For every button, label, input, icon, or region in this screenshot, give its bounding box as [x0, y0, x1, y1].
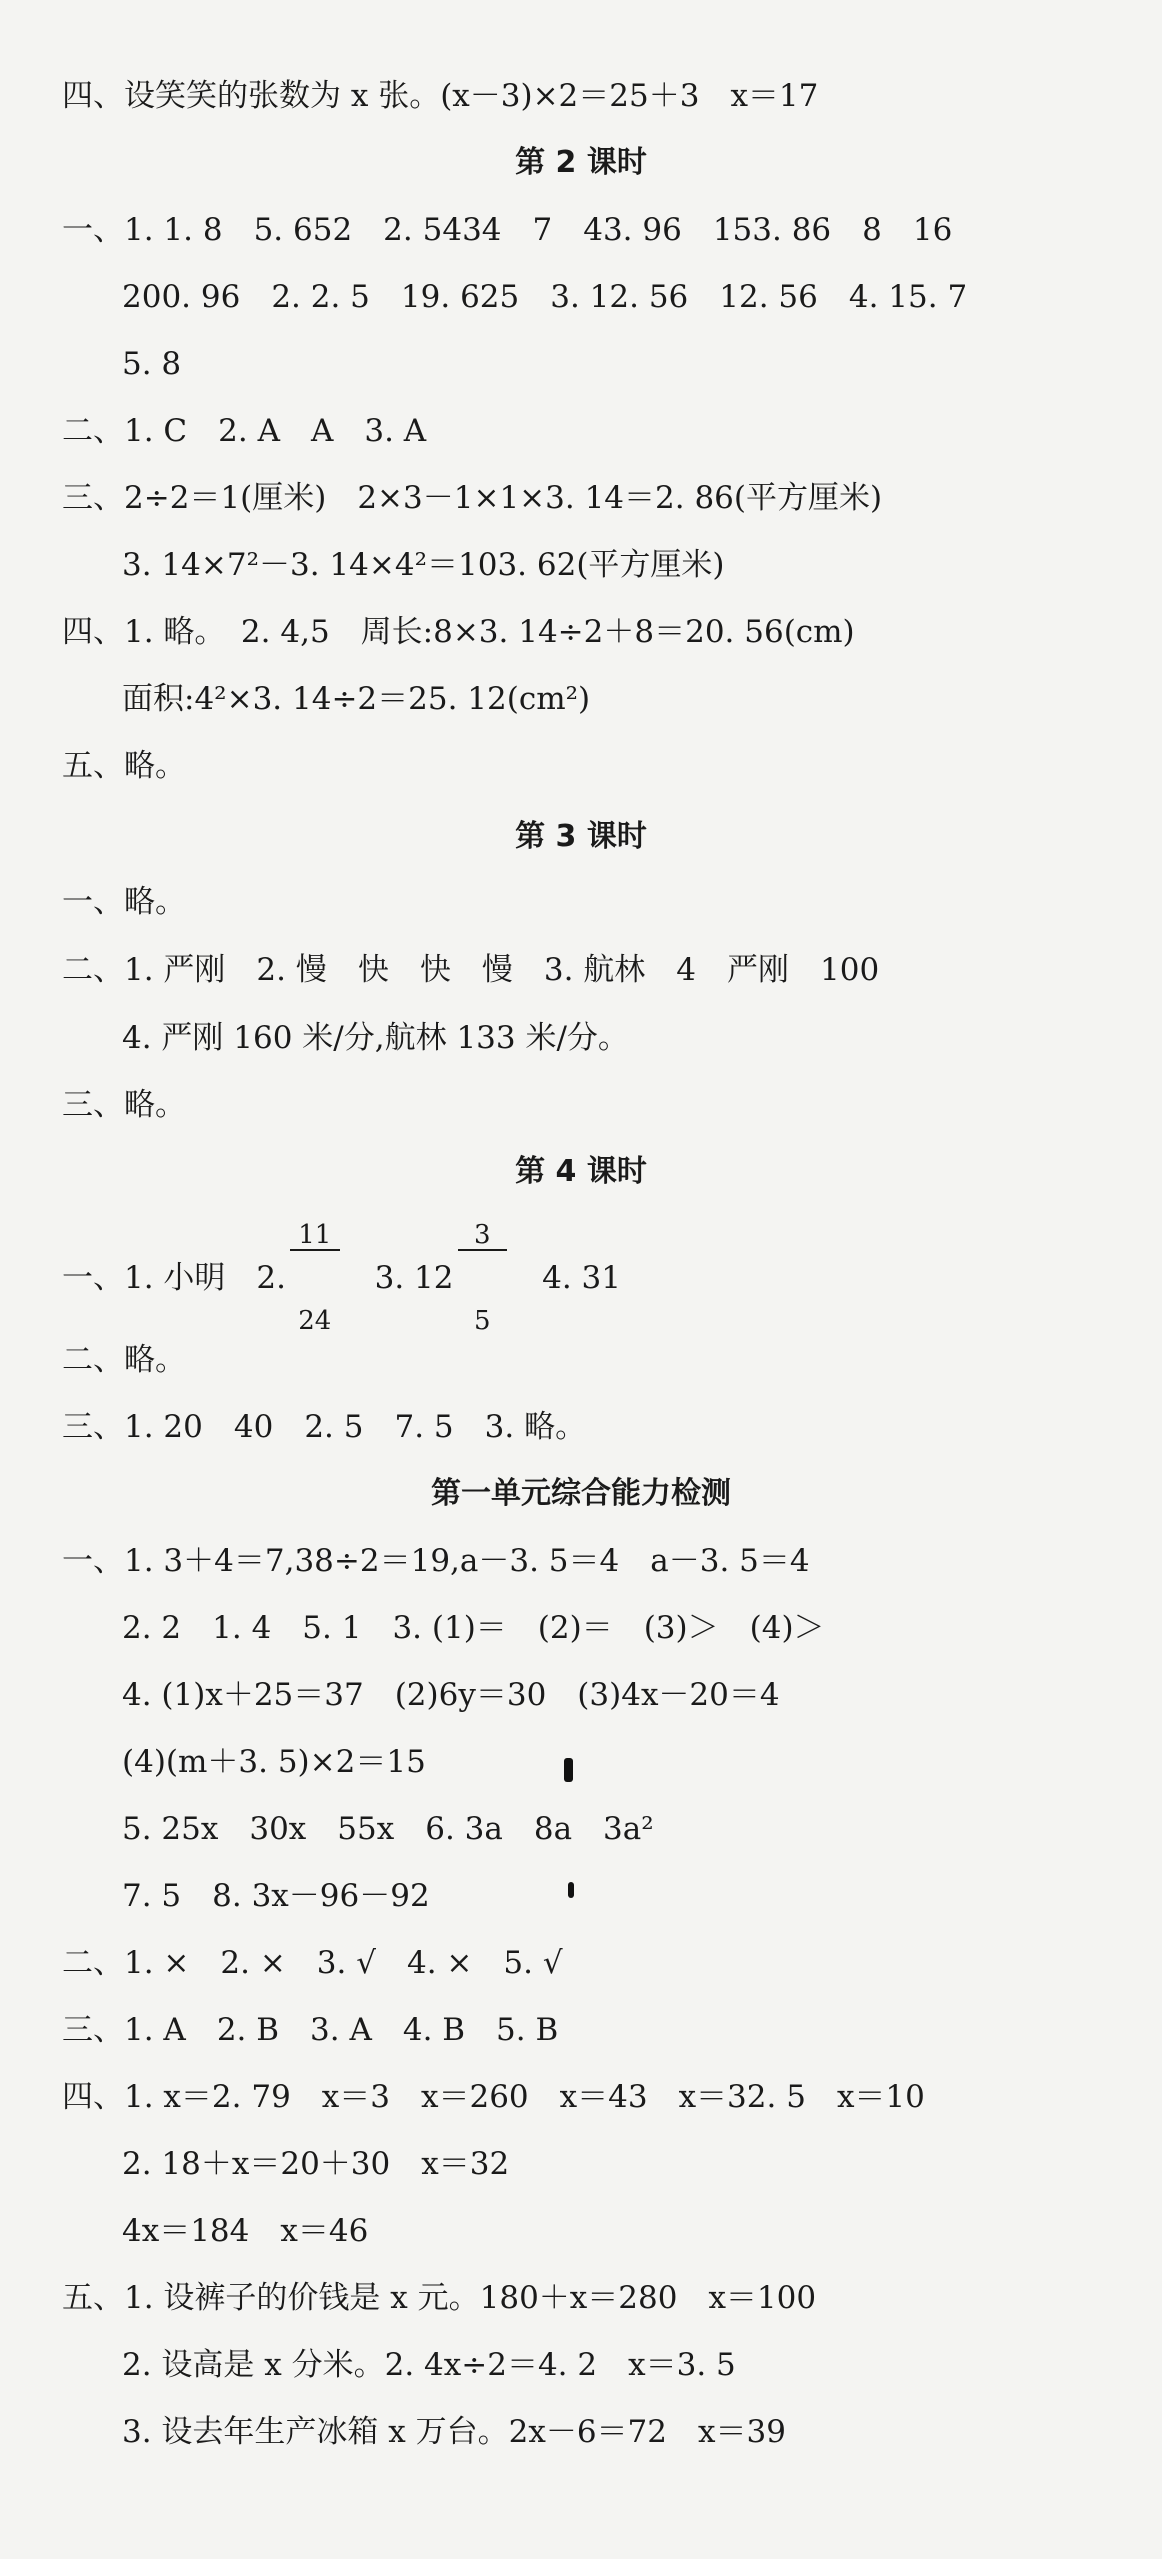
text-line: 2. 2 1. 4 5. 1 3. (1)＝ (2)＝ (3)＞ (4)＞	[122, 1610, 825, 1646]
text-line: 五、略。	[62, 748, 186, 784]
text-line: 4. 严刚 160 米/分,航林 133 米/分。	[122, 1020, 629, 1056]
text-line: 四、1. x＝2. 79 x＝3 x＝260 x＝43 x＝32. 5 x＝10	[62, 2079, 925, 2115]
text-line: 面积:4²×3. 14÷2＝25. 12(cm²)	[122, 681, 591, 717]
fraction	[458, 1165, 508, 1391]
text-line: 7. 5 8. 3x－96－92	[122, 1878, 430, 1914]
fraction-numerator: 11	[290, 1221, 340, 1251]
text-line: 三、略。	[62, 1087, 186, 1123]
text-line: 二、1. 严刚 2. 慢 快 快 慢 3. 航林 4 严刚 100	[62, 952, 880, 988]
text-line: 一、1. 1. 8 5. 652 2. 5434 7 43. 96 153. 86 8 16	[62, 212, 953, 248]
text-line: 4x＝184 x＝46	[122, 2213, 369, 2249]
text-line: 二、1. × 2. × 3. √ 4. × 5. √	[62, 1945, 563, 1981]
text-line-with-fractions	[62, 1220, 621, 1336]
text-line: 5. 8	[122, 346, 182, 382]
text-line: 三、1. A 2. B 3. A 4. B 5. B	[62, 2012, 559, 2048]
text-line: 二、略。	[62, 1342, 186, 1378]
text-line: (4)(m＋3. 5)×2＝15	[122, 1744, 426, 1780]
text-line: 3. 设去年生产冰箱 x 万台。2x－6＝72 x＝39	[122, 2414, 786, 2450]
text-line: 三、1. 20 40 2. 5 7. 5 3. 略。	[62, 1409, 587, 1445]
fraction	[290, 1165, 340, 1391]
text-line: 4. (1)x＋25＝37 (2)6y＝30 (3)4x－20＝4	[122, 1677, 780, 1713]
fraction-denominator: 5	[474, 1306, 491, 1336]
text-line: 3. 14×7²－3. 14×4²＝103. 62(平方厘米)	[122, 547, 725, 583]
text-line: 四、设笑笑的张数为 x 张。(x－3)×2＝25＋3 x＝17	[62, 78, 819, 114]
text-segment: 一、1. 小明 2.	[62, 1260, 287, 1296]
text-line: 二、1. C 2. A A 3. A	[62, 413, 427, 449]
text-line: 2. 设高是 x 分米。2. 4x÷2＝4. 2 x＝3. 5	[122, 2347, 736, 2383]
text-line: 2. 18＋x＝20＋30 x＝32	[122, 2146, 510, 2182]
fraction-numerator: 3	[458, 1221, 508, 1251]
ink-mark	[568, 1882, 574, 1898]
text-line: 三、2÷2＝1(厘米) 2×3－1×1×3. 14＝2. 86(平方厘米)	[62, 480, 883, 516]
text-line: 200. 96 2. 2. 5 19. 625 3. 12. 56 12. 56 4. 15. 7	[122, 279, 968, 315]
section-heading: 第一单元综合能力检测	[431, 1476, 731, 1511]
text-segment: 4. 31	[511, 1260, 621, 1296]
section-heading: 第 4 课时	[515, 1154, 647, 1189]
fraction-denominator: 24	[298, 1306, 332, 1336]
text-line: 四、1. 略。 2. 4,5 周长:8×3. 14÷2＋8＝20. 56(cm)	[62, 614, 855, 650]
section-heading: 第 3 课时	[515, 819, 647, 854]
text-line: 五、1. 设裤子的价钱是 x 元。180＋x＝280 x＝100	[62, 2280, 817, 2316]
section-heading: 第 2 课时	[515, 145, 647, 180]
ink-mark	[564, 1758, 573, 1782]
text-line: 一、1. 3＋4＝7,38÷2＝19,a－3. 5＝4 a－3. 5＝4	[62, 1543, 810, 1579]
text-line: 5. 25x 30x 55x 6. 3a 8a 3a²	[122, 1811, 654, 1847]
text-segment: 3. 12	[343, 1260, 454, 1296]
text-line: 一、略。	[62, 884, 186, 920]
